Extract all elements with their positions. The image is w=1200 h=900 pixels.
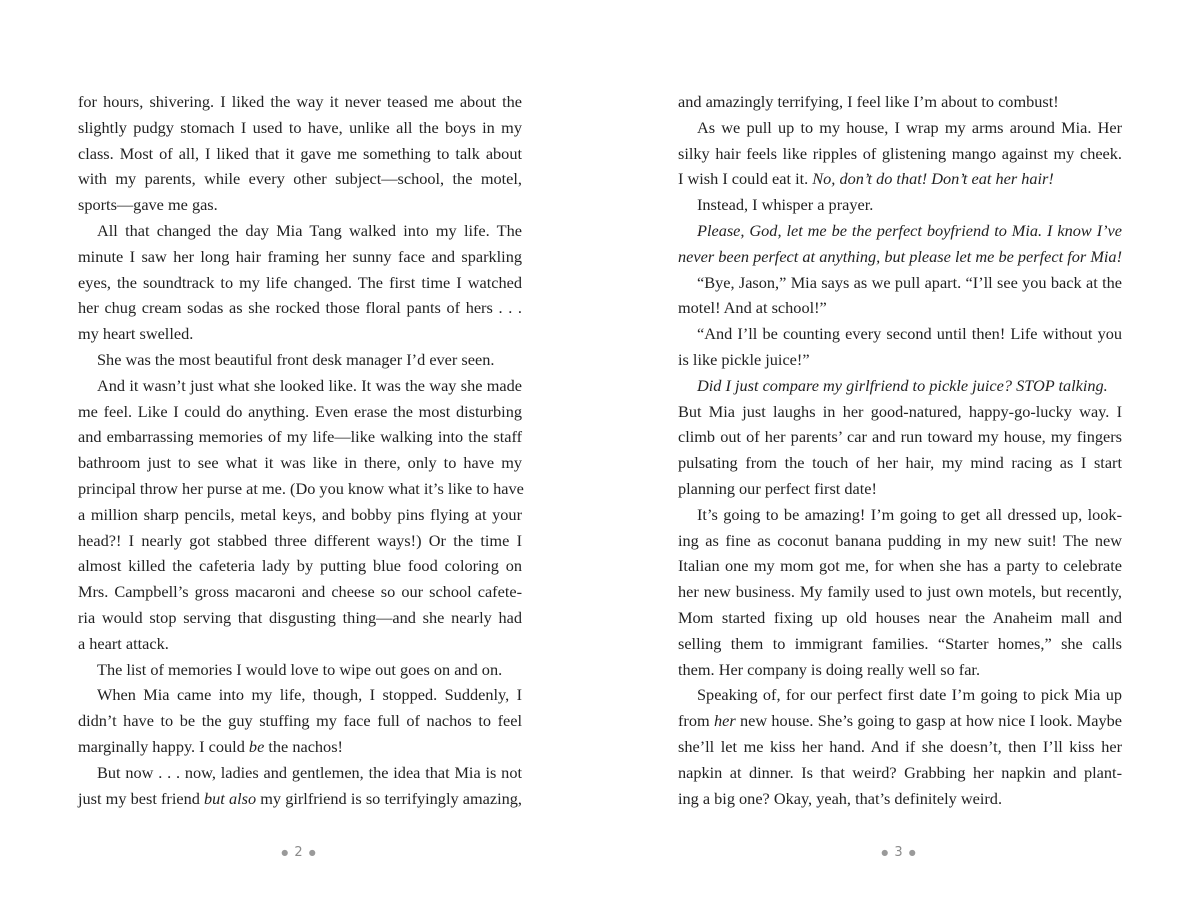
text-line: never been perfect at anything, but please let me be perfect for Mia! — [678, 246, 1122, 266]
text-line: and embarrassing memories of my life—like walking into the staff — [78, 427, 522, 447]
text-line: When Mia came into my life, though, I stopped. Suddenly, I — [97, 685, 522, 705]
text-line: she’ll let me kiss her hand. And if she doesn’t, then I’ll kiss her — [678, 736, 1122, 756]
text-line: I wish I could eat it. No, don’t do that! Don’t eat her hair! — [678, 169, 1054, 189]
text-line: And it wasn’t just what she looked like. It was the way she made — [97, 375, 522, 395]
text-line: class. Most of all, I liked that it gave me something to talk about — [78, 143, 522, 163]
text-line: ing a big one? Okay, yeah, that’s definitely weird. — [678, 788, 1003, 808]
text-line: napkin at dinner. Is that weird? Grabbing her napkin and plant- — [678, 762, 1122, 782]
text-line: me feel. Like I could do anything. Even erase the most disturbing — [78, 401, 522, 421]
text-line: climb out of her parents’ car and run toward my house, my fingers — [678, 427, 1122, 447]
left-folio-number: 2 — [294, 845, 304, 860]
text-line: her chug cream sodas as she rocked those floral pants of hers . . . — [78, 298, 522, 318]
right-page-text — [678, 89, 1122, 811]
text-line: selling them to immigrant families. “Starter homes,” she calls — [678, 633, 1122, 653]
text-line: and amazingly terrifying, I feel like I’m about to combust! — [678, 92, 1059, 111]
text-line: marginally happy. I could be the nachos! — [78, 736, 343, 756]
text-line: All that changed the day Mia Tang walked into my life. The — [97, 220, 522, 240]
folio-ornament-icon: ● — [908, 848, 917, 857]
text-line: It’s going to be amazing! I’m going to get all dressed up, look- — [697, 504, 1122, 524]
text-line: But Mia just laughs in her good-natured, happy-go-lucky way. I — [678, 401, 1122, 421]
right-page-number — [859, 845, 939, 860]
text-line: ria would stop serving that disgusting thing—and she nearly had — [78, 607, 522, 627]
folio-ornament-icon: ● — [881, 848, 890, 857]
text-line: Please, God, let me be the perfect boyfriend to Mia. I know I’ve — [697, 220, 1122, 240]
text-line: The list of memories I would love to wipe out goes on and on. — [97, 659, 503, 679]
text-line: But now . . . now, ladies and gentlemen, the idea that Mia is not — [97, 762, 522, 782]
text-line: my heart swelled. — [78, 324, 194, 344]
text-line: principal throw her purse at me. (Do you know what it’s like to have — [78, 478, 524, 498]
text-line: just my best friend but also my girlfriend is so terrifyingly amazing, — [78, 788, 522, 808]
text-line: planning our perfect first date! — [678, 478, 877, 498]
text-line: from her new house. She’s going to gasp at how nice I look. Maybe — [678, 711, 1123, 731]
text-line: eyes, the soundtrack to my life changed. The first time I watched — [78, 272, 522, 292]
text-line: minute I saw her long hair framing her sunny face and sparkling — [78, 246, 522, 266]
text-line: head?! I nearly got stabbed three different ways!) Or the time I — [78, 530, 522, 550]
left-page-text — [78, 89, 522, 811]
folio-ornament-icon: ● — [308, 848, 317, 857]
text-line: didn’t have to be the guy stuffing my face full of nachos to feel — [78, 711, 522, 731]
text-line: Speaking of, for our perfect first date I’m going to pick Mia up — [697, 685, 1122, 705]
text-line: a heart attack. — [78, 633, 169, 653]
text-line: them. Her company is doing really well so far. — [678, 659, 981, 679]
text-line: silky hair feels like ripples of glistening mango against my cheek. — [678, 143, 1122, 163]
text-line: As we pull up to my house, I wrap my arms around Mia. Her — [697, 117, 1122, 137]
text-line: ing as fine as coconut banana pudding in my new suit! The new — [678, 530, 1122, 550]
text-line: Italian one my mom got me, for when she has a party to celebrate — [678, 556, 1122, 576]
text-line: almost killed the cafeteria lady by putting blue food coloring on — [78, 556, 522, 576]
text-line: Did I just compare my girlfriend to pickle juice? STOP talking. — [697, 375, 1108, 395]
text-line: bathroom just to see what it was like in there, only to have my — [78, 453, 522, 473]
text-line: sports—gave me gas. — [78, 195, 218, 215]
folio-ornament-icon: ● — [281, 848, 290, 857]
text-line: Mom started fixing up old houses near the Anaheim mall and — [678, 607, 1122, 627]
text-line: Mrs. Campbell’s gross macaroni and cheese so our school cafete- — [78, 582, 522, 602]
text-line: is like pickle juice!” — [678, 349, 810, 369]
text-line: a million sharp pencils, metal keys, and bobby pins flying at your — [78, 504, 522, 524]
text-line: with my parents, while every other subject—school, the motel, — [78, 169, 522, 189]
text-line: “Bye, Jason,” Mia says as we pull apart. “I’ll see you back at the — [697, 272, 1122, 292]
text-line: her new business. My family used to just own motels, but recently, — [678, 582, 1122, 602]
text-line: motel! And at school!” — [678, 298, 827, 318]
text-line: for hours, shivering. I liked the way it never teased me about the — [78, 92, 522, 111]
text-line: slightly pudgy stomach I used to have, unlike all the boys in my — [78, 117, 522, 137]
right-folio-number: 3 — [894, 845, 904, 860]
text-line: Instead, I whisper a prayer. — [697, 195, 874, 215]
text-line: pulsating from the touch of her hair, my mind racing as I start — [678, 453, 1122, 473]
text-line: “And I’ll be counting every second until then! Life without you — [697, 324, 1122, 344]
left-page-number — [259, 845, 339, 860]
text-line: She was the most beautiful front desk manager I’d ever seen. — [97, 349, 495, 369]
